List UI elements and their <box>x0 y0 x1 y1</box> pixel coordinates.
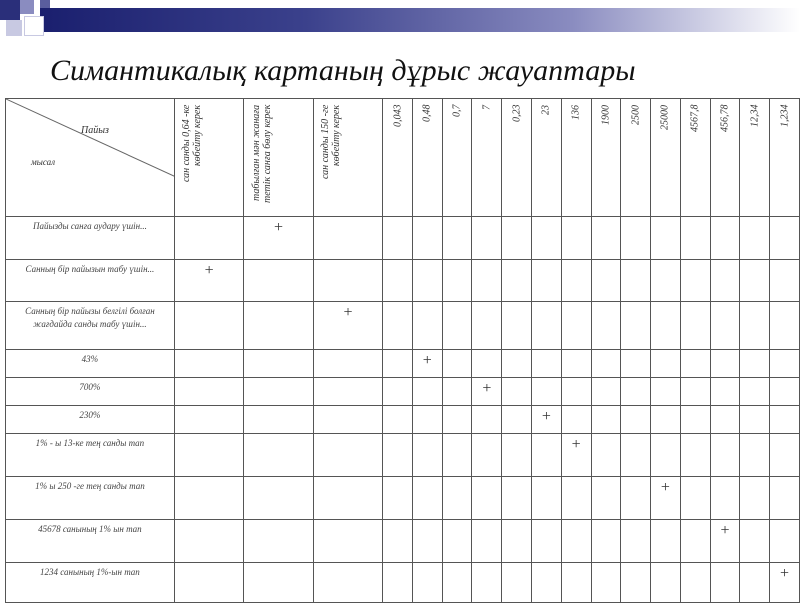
empty-cell <box>591 406 621 434</box>
decor-square <box>0 0 20 20</box>
empty-cell <box>770 260 800 302</box>
empty-cell <box>710 406 740 434</box>
empty-cell <box>621 434 651 477</box>
empty-cell <box>383 520 413 563</box>
empty-cell <box>383 302 413 350</box>
empty-cell <box>412 302 442 350</box>
row-label: 45678 санының 1% ын тап <box>6 520 175 563</box>
empty-cell <box>313 217 382 260</box>
empty-cell <box>591 350 621 378</box>
column-header-label: 1900 <box>600 105 612 125</box>
empty-cell <box>502 378 532 406</box>
column-header <box>313 99 382 217</box>
decor-square <box>20 0 34 14</box>
row-label: 700% <box>6 378 175 406</box>
empty-cell <box>244 302 313 350</box>
empty-cell <box>591 217 621 260</box>
table-row <box>6 520 800 563</box>
column-header <box>591 99 621 217</box>
empty-cell <box>502 302 532 350</box>
empty-cell <box>383 563 413 603</box>
column-header-label: 456,78 <box>719 105 731 133</box>
empty-cell <box>740 302 770 350</box>
empty-cell <box>244 350 313 378</box>
empty-cell <box>412 563 442 603</box>
column-header <box>621 99 651 217</box>
empty-cell <box>591 434 621 477</box>
column-header <box>412 99 442 217</box>
empty-cell <box>651 217 681 260</box>
slide-title: Симантикалық картаның дұрыс жауаптары <box>50 54 636 87</box>
column-header-label: 12,34 <box>749 105 761 128</box>
empty-cell <box>472 350 502 378</box>
empty-cell <box>442 260 472 302</box>
empty-cell <box>591 378 621 406</box>
empty-cell <box>680 260 710 302</box>
empty-cell <box>313 520 382 563</box>
empty-cell <box>244 520 313 563</box>
empty-cell <box>313 350 382 378</box>
empty-cell <box>383 378 413 406</box>
empty-cell <box>174 434 243 477</box>
empty-cell <box>412 520 442 563</box>
empty-cell <box>651 378 681 406</box>
column-header-label: 0,7 <box>451 105 463 118</box>
column-header <box>561 99 591 217</box>
empty-cell <box>621 302 651 350</box>
empty-cell <box>502 563 532 603</box>
empty-cell <box>561 378 591 406</box>
empty-cell <box>383 406 413 434</box>
empty-cell <box>502 477 532 520</box>
empty-cell <box>710 350 740 378</box>
empty-cell <box>710 217 740 260</box>
header-gradient <box>40 8 800 32</box>
column-header <box>710 99 740 217</box>
row-label: Пайызды санға аудару үшін... <box>6 217 175 260</box>
decor-square <box>40 0 50 8</box>
empty-cell <box>442 350 472 378</box>
column-header-label: 2500 <box>630 105 642 125</box>
empty-cell <box>621 520 651 563</box>
empty-cell <box>531 563 561 603</box>
row-label: 1234 санының 1%-ын тап <box>6 563 175 603</box>
empty-cell <box>770 378 800 406</box>
row-label: 43% <box>6 350 175 378</box>
empty-cell <box>531 302 561 350</box>
empty-cell <box>244 378 313 406</box>
empty-cell <box>531 350 561 378</box>
empty-cell <box>313 477 382 520</box>
empty-cell <box>621 406 651 434</box>
empty-cell <box>680 563 710 603</box>
empty-cell <box>710 260 740 302</box>
empty-cell <box>174 302 243 350</box>
column-header-label: 25000 <box>659 105 671 130</box>
empty-cell <box>621 217 651 260</box>
empty-cell <box>531 520 561 563</box>
semantic-map-table <box>5 98 800 603</box>
column-header-label: 0,23 <box>511 105 523 123</box>
empty-cell <box>412 477 442 520</box>
column-header <box>651 99 681 217</box>
empty-cell <box>740 260 770 302</box>
empty-cell <box>651 350 681 378</box>
empty-cell <box>502 260 532 302</box>
slide-header-bar <box>0 0 800 40</box>
empty-cell <box>174 406 243 434</box>
empty-cell <box>472 217 502 260</box>
empty-cell <box>244 434 313 477</box>
column-header <box>680 99 710 217</box>
empty-cell <box>383 477 413 520</box>
empty-cell <box>710 434 740 477</box>
empty-cell <box>561 350 591 378</box>
empty-cell <box>651 563 681 603</box>
empty-cell <box>502 217 532 260</box>
answer-mark: + <box>651 477 681 520</box>
empty-cell <box>472 406 502 434</box>
column-header <box>442 99 472 217</box>
empty-cell <box>621 260 651 302</box>
column-header-label: 0,043 <box>392 105 404 128</box>
row-label: 1% ы 250 -ге тең санды тап <box>6 477 175 520</box>
answer-mark: + <box>561 434 591 477</box>
empty-cell <box>740 378 770 406</box>
table-row <box>6 477 800 520</box>
empty-cell <box>412 260 442 302</box>
empty-cell <box>710 477 740 520</box>
answer-mark: + <box>531 406 561 434</box>
empty-cell <box>680 378 710 406</box>
empty-cell <box>531 434 561 477</box>
empty-cell <box>412 406 442 434</box>
empty-cell <box>531 260 561 302</box>
empty-cell <box>680 217 710 260</box>
empty-cell <box>621 350 651 378</box>
corner-label-example: мысал <box>31 157 56 167</box>
answer-mark: + <box>313 302 382 350</box>
empty-cell <box>244 477 313 520</box>
row-label: Санның бір пайызын табу үшін... <box>6 260 175 302</box>
empty-cell <box>442 378 472 406</box>
column-header-label: 136 <box>570 105 582 120</box>
empty-cell <box>740 217 770 260</box>
empty-cell <box>561 520 591 563</box>
empty-cell <box>383 434 413 477</box>
answer-mark: + <box>472 378 502 406</box>
empty-cell <box>591 302 621 350</box>
answer-mark: + <box>244 217 313 260</box>
empty-cell <box>313 563 382 603</box>
empty-cell <box>680 477 710 520</box>
empty-cell <box>412 217 442 260</box>
empty-cell <box>502 350 532 378</box>
empty-cell <box>174 217 243 260</box>
decor-square <box>6 20 22 36</box>
answer-mark: + <box>710 520 740 563</box>
empty-cell <box>770 520 800 563</box>
empty-cell <box>770 350 800 378</box>
table-row <box>6 217 800 260</box>
empty-cell <box>591 477 621 520</box>
empty-cell <box>472 302 502 350</box>
empty-cell <box>651 302 681 350</box>
empty-cell <box>680 520 710 563</box>
empty-cell <box>174 350 243 378</box>
answer-mark: + <box>770 563 800 603</box>
empty-cell <box>313 406 382 434</box>
empty-cell <box>442 520 472 563</box>
empty-cell <box>313 260 382 302</box>
column-header <box>383 99 413 217</box>
table-row <box>6 302 800 350</box>
empty-cell <box>442 406 472 434</box>
column-header <box>244 99 313 217</box>
decor-square <box>24 16 44 36</box>
empty-cell <box>770 217 800 260</box>
empty-cell <box>472 260 502 302</box>
column-header-label: 7 <box>481 105 493 110</box>
empty-cell <box>740 563 770 603</box>
empty-cell <box>472 520 502 563</box>
empty-cell <box>710 563 740 603</box>
row-label: 1% - ы 13-ке тең санды тап <box>6 434 175 477</box>
empty-cell <box>561 406 591 434</box>
empty-cell <box>710 302 740 350</box>
empty-cell <box>680 434 710 477</box>
empty-cell <box>591 520 621 563</box>
table-row <box>6 350 800 378</box>
column-header-label: табылған мән жанаға тетік санға бөлу керек <box>250 105 273 204</box>
empty-cell <box>561 260 591 302</box>
empty-cell <box>174 520 243 563</box>
empty-cell <box>770 302 800 350</box>
empty-cell <box>313 378 382 406</box>
empty-cell <box>621 477 651 520</box>
empty-cell <box>412 378 442 406</box>
empty-cell <box>472 563 502 603</box>
answer-mark: + <box>412 350 442 378</box>
empty-cell <box>472 434 502 477</box>
empty-cell <box>651 406 681 434</box>
empty-cell <box>383 350 413 378</box>
empty-cell <box>442 563 472 603</box>
empty-cell <box>383 260 413 302</box>
empty-cell <box>770 477 800 520</box>
column-header <box>740 99 770 217</box>
corner-cell <box>6 99 175 217</box>
empty-cell <box>442 302 472 350</box>
empty-cell <box>531 217 561 260</box>
empty-cell <box>740 406 770 434</box>
empty-cell <box>244 406 313 434</box>
answer-mark: + <box>174 260 243 302</box>
column-header <box>531 99 561 217</box>
empty-cell <box>770 434 800 477</box>
empty-cell <box>313 434 382 477</box>
empty-cell <box>561 217 591 260</box>
empty-cell <box>244 563 313 603</box>
empty-cell <box>680 302 710 350</box>
column-header-label: 1,234 <box>779 105 791 128</box>
column-header <box>174 99 243 217</box>
empty-cell <box>591 260 621 302</box>
empty-cell <box>442 217 472 260</box>
empty-cell <box>442 434 472 477</box>
column-header-label: сан санды 150 -ге көбейту керек <box>319 105 342 180</box>
corner-label-percent: Пайыз <box>81 125 109 136</box>
empty-cell <box>651 260 681 302</box>
column-header-label: 23 <box>540 105 552 115</box>
table-row <box>6 434 800 477</box>
empty-cell <box>561 302 591 350</box>
empty-cell <box>740 350 770 378</box>
empty-cell <box>174 477 243 520</box>
column-header <box>472 99 502 217</box>
table-row <box>6 563 800 603</box>
column-header-label: 0,48 <box>421 105 433 123</box>
empty-cell <box>502 434 532 477</box>
empty-cell <box>442 477 472 520</box>
empty-cell <box>651 434 681 477</box>
empty-cell <box>651 520 681 563</box>
empty-cell <box>561 477 591 520</box>
table-row <box>6 406 800 434</box>
empty-cell <box>383 217 413 260</box>
column-header <box>770 99 800 217</box>
table-row <box>6 260 800 302</box>
header-row <box>6 99 800 217</box>
row-label: 230% <box>6 406 175 434</box>
empty-cell <box>680 406 710 434</box>
table-row <box>6 378 800 406</box>
empty-cell <box>561 563 591 603</box>
row-label: Санның бір пайызы белгілі болған жағдайда санды табу үшін... <box>6 302 175 350</box>
empty-cell <box>531 378 561 406</box>
column-header-label: 4567,8 <box>689 105 701 133</box>
empty-cell <box>740 520 770 563</box>
empty-cell <box>740 434 770 477</box>
empty-cell <box>174 563 243 603</box>
empty-cell <box>591 563 621 603</box>
empty-cell <box>740 477 770 520</box>
column-header-label: сан санды 0,64 -ке көбейту керек <box>181 105 204 183</box>
empty-cell <box>621 563 651 603</box>
empty-cell <box>770 406 800 434</box>
empty-cell <box>502 520 532 563</box>
empty-cell <box>621 378 651 406</box>
column-header <box>502 99 532 217</box>
empty-cell <box>531 477 561 520</box>
empty-cell <box>472 477 502 520</box>
empty-cell <box>680 350 710 378</box>
empty-cell <box>502 406 532 434</box>
empty-cell <box>710 378 740 406</box>
empty-cell <box>174 378 243 406</box>
empty-cell <box>412 434 442 477</box>
empty-cell <box>244 260 313 302</box>
